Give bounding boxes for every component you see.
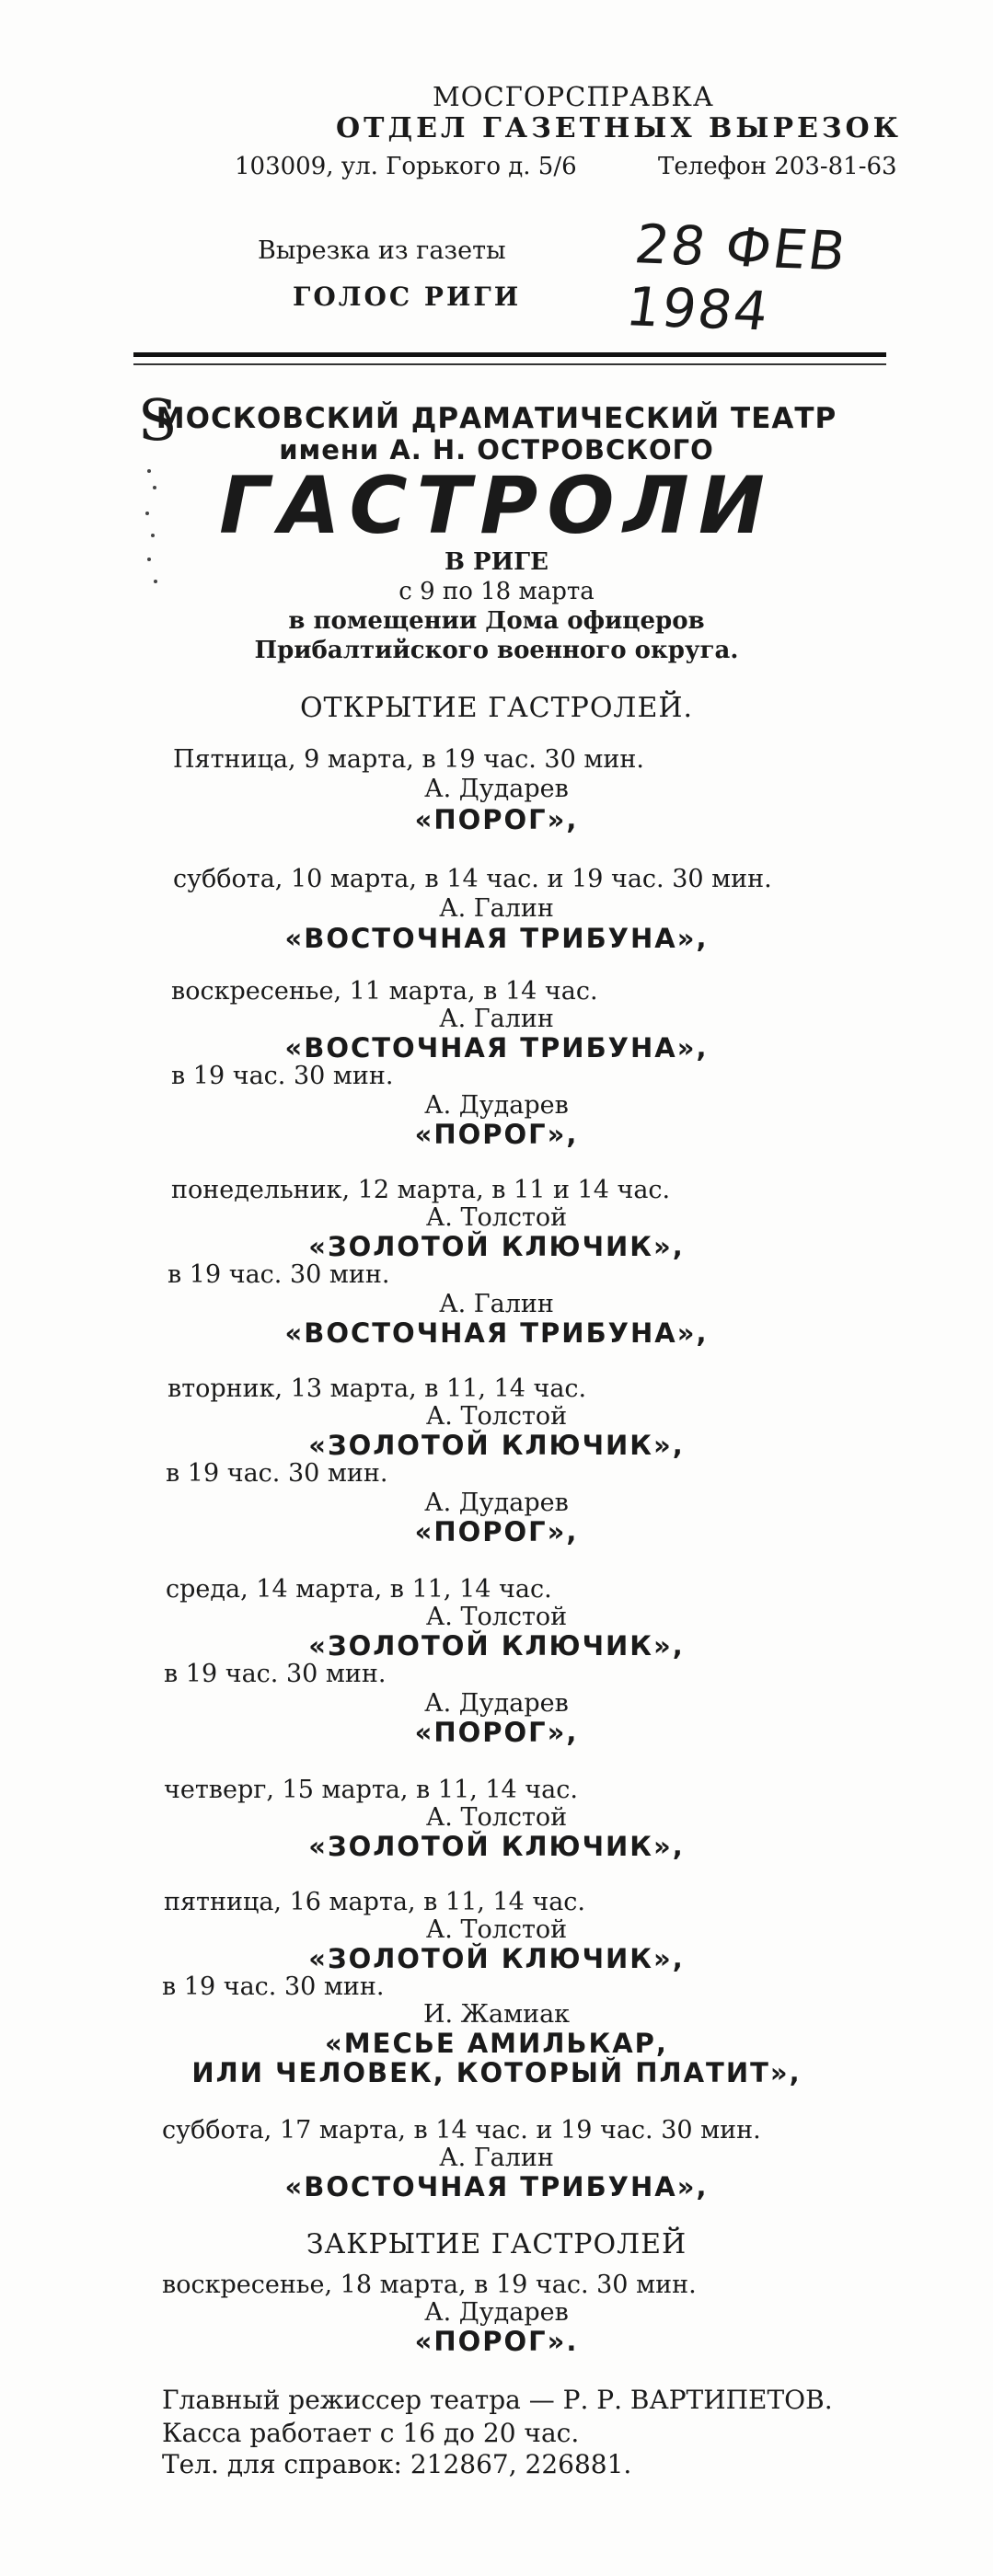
schedule-play: «ПОРОГ»,: [414, 1119, 579, 1150]
schedule-time: суббота, 10 марта, в 14 час. и 19 час. 30 мин.: [173, 865, 772, 893]
tour-city: В РИГЕ: [445, 548, 548, 576]
divider-thick: [133, 352, 886, 357]
agency-address: 103009, ул. Горького д. 5/6: [235, 153, 577, 180]
closing-time: воскресенье, 18 марта, в 19 час. 30 мин.: [162, 2271, 697, 2299]
schedule-author: А. Галин: [439, 894, 554, 923]
schedule-play: «ЗОЛОТОЙ КЛЮЧИК»,: [308, 1430, 685, 1461]
closing-author: А. Дударев: [424, 2298, 569, 2327]
schedule-time: Пятница, 9 марта, в 19 час. 30 мин.: [173, 745, 644, 774]
agency-phone: Телефон 203-81-63: [658, 153, 897, 180]
date-stamp: 28 ФЕВ 1984: [622, 213, 851, 343]
schedule-author: И. Жамиак: [422, 2000, 571, 2029]
schedule-author: А. Толстой: [425, 1803, 568, 1832]
schedule-time: пятница, 16 марта, в 11, 14 час.: [164, 1888, 585, 1916]
theatre-name: МОСКОВСКИЙ ДРАМАТИЧЕСКИЙ ТЕАТР: [156, 402, 837, 435]
schedule-time: в 19 час. 30 мин.: [164, 1660, 387, 1688]
venue-line-2: Прибалтийского военного округа.: [254, 637, 739, 664]
tour-dates: с 9 по 18 марта: [398, 578, 595, 605]
schedule-author: А. Толстой: [425, 1915, 568, 1944]
schedule-time: понедельник, 12 марта, в 11 и 14 час.: [171, 1176, 671, 1204]
schedule-play: «ПОРОГ»,: [414, 804, 579, 835]
schedule-author: А. Дударев: [424, 1489, 569, 1517]
schedule-play: «ВОСТОЧНАЯ ТРИБУНА»,: [284, 2171, 709, 2202]
venue-line-1: в помещении Дома офицеров: [288, 607, 705, 635]
newspaper-name: ГОЛОС РИГИ: [293, 282, 522, 312]
box-office-hours: Касса работает с 16 до 20 час.: [162, 2418, 580, 2448]
schedule-author: А. Галин: [439, 1005, 554, 1033]
schedule-time: суббота, 17 марта, в 14 час. и 19 час. 30 мин.: [162, 2116, 761, 2145]
schedule-author: А. Галин: [439, 1290, 554, 1318]
director-line: Главный режиссер театра — Р. Р. ВАРТИПЕТОВ.: [162, 2385, 833, 2415]
schedule-time: в 19 час. 30 мин.: [166, 1459, 388, 1488]
schedule-time: вторник, 13 марта, в 11, 14 час.: [167, 1374, 587, 1403]
headline: ГАСТРОЛИ: [219, 460, 774, 552]
schedule-author: А. Галин: [439, 2144, 554, 2172]
divider-thin: [133, 363, 886, 365]
schedule-play: «ВОСТОЧНАЯ ТРИБУНА»,: [284, 1317, 709, 1349]
schedule-author: А. Дударев: [424, 1091, 569, 1120]
schedule-play-continued: ИЛИ ЧЕЛОВЕК, КОТОРЫЙ ПЛАТИТ»,: [191, 2057, 802, 2088]
schedule-play: «ПОРОГ»,: [414, 1516, 579, 1547]
schedule-author: А. Дударев: [424, 775, 569, 803]
opening-heading: ОТКРЫТИЕ ГАСТРОЛЕЙ.: [299, 692, 694, 724]
info-phones: Тел. для справок: 212867, 226881.: [162, 2449, 632, 2479]
agency-name: МОСГОРСПРАВКА: [433, 81, 714, 112]
schedule-play: «ВОСТОЧНАЯ ТРИБУНА»,: [284, 1032, 709, 1064]
schedule-play: «ВОСТОЧНАЯ ТРИБУНА»,: [284, 923, 709, 954]
handwritten-margin-mark: S: [138, 386, 178, 454]
schedule-time: в 19 час. 30 мин.: [171, 1062, 394, 1090]
schedule-time: в 19 час. 30 мин.: [162, 1972, 385, 2001]
closing-heading: ЗАКРЫТИЕ ГАСТРОЛЕЙ: [306, 2228, 687, 2260]
schedule-time: в 19 час. 30 мин.: [167, 1260, 390, 1289]
schedule-play: «ЗОЛОТОЙ КЛЮЧИК»,: [308, 1630, 685, 1662]
department-name: ОТДЕЛ ГАЗЕТНЫХ ВЫРЕЗОК: [336, 112, 902, 144]
cut-label: Вырезка из газеты: [258, 236, 506, 265]
schedule-author: А. Толстой: [425, 1402, 568, 1431]
schedule-play: «МЕСЬЕ АМИЛЬКАР,: [325, 2028, 668, 2059]
closing-play: «ПОРОГ».: [414, 2326, 579, 2357]
schedule-play: «ЗОЛОТОЙ КЛЮЧИК»,: [308, 1943, 685, 1974]
schedule-time: воскресенье, 11 марта, в 14 час.: [171, 977, 598, 1006]
theatre-dedication: имени А. Н. ОСТРОВСКОГО: [279, 434, 714, 466]
schedule-author: А. Толстой: [425, 1203, 568, 1232]
schedule-time: четверг, 15 марта, в 11, 14 час.: [164, 1776, 578, 1804]
schedule-author: А. Дударев: [424, 1689, 569, 1718]
schedule-time: среда, 14 марта, в 11, 14 час.: [166, 1575, 552, 1604]
schedule-play: «ЗОЛОТОЙ КЛЮЧИК»,: [308, 1231, 685, 1262]
schedule-play: «ЗОЛОТОЙ КЛЮЧИК»,: [308, 1831, 685, 1862]
schedule-author: А. Толстой: [425, 1603, 568, 1631]
schedule-play: «ПОРОГ»,: [414, 1717, 579, 1748]
